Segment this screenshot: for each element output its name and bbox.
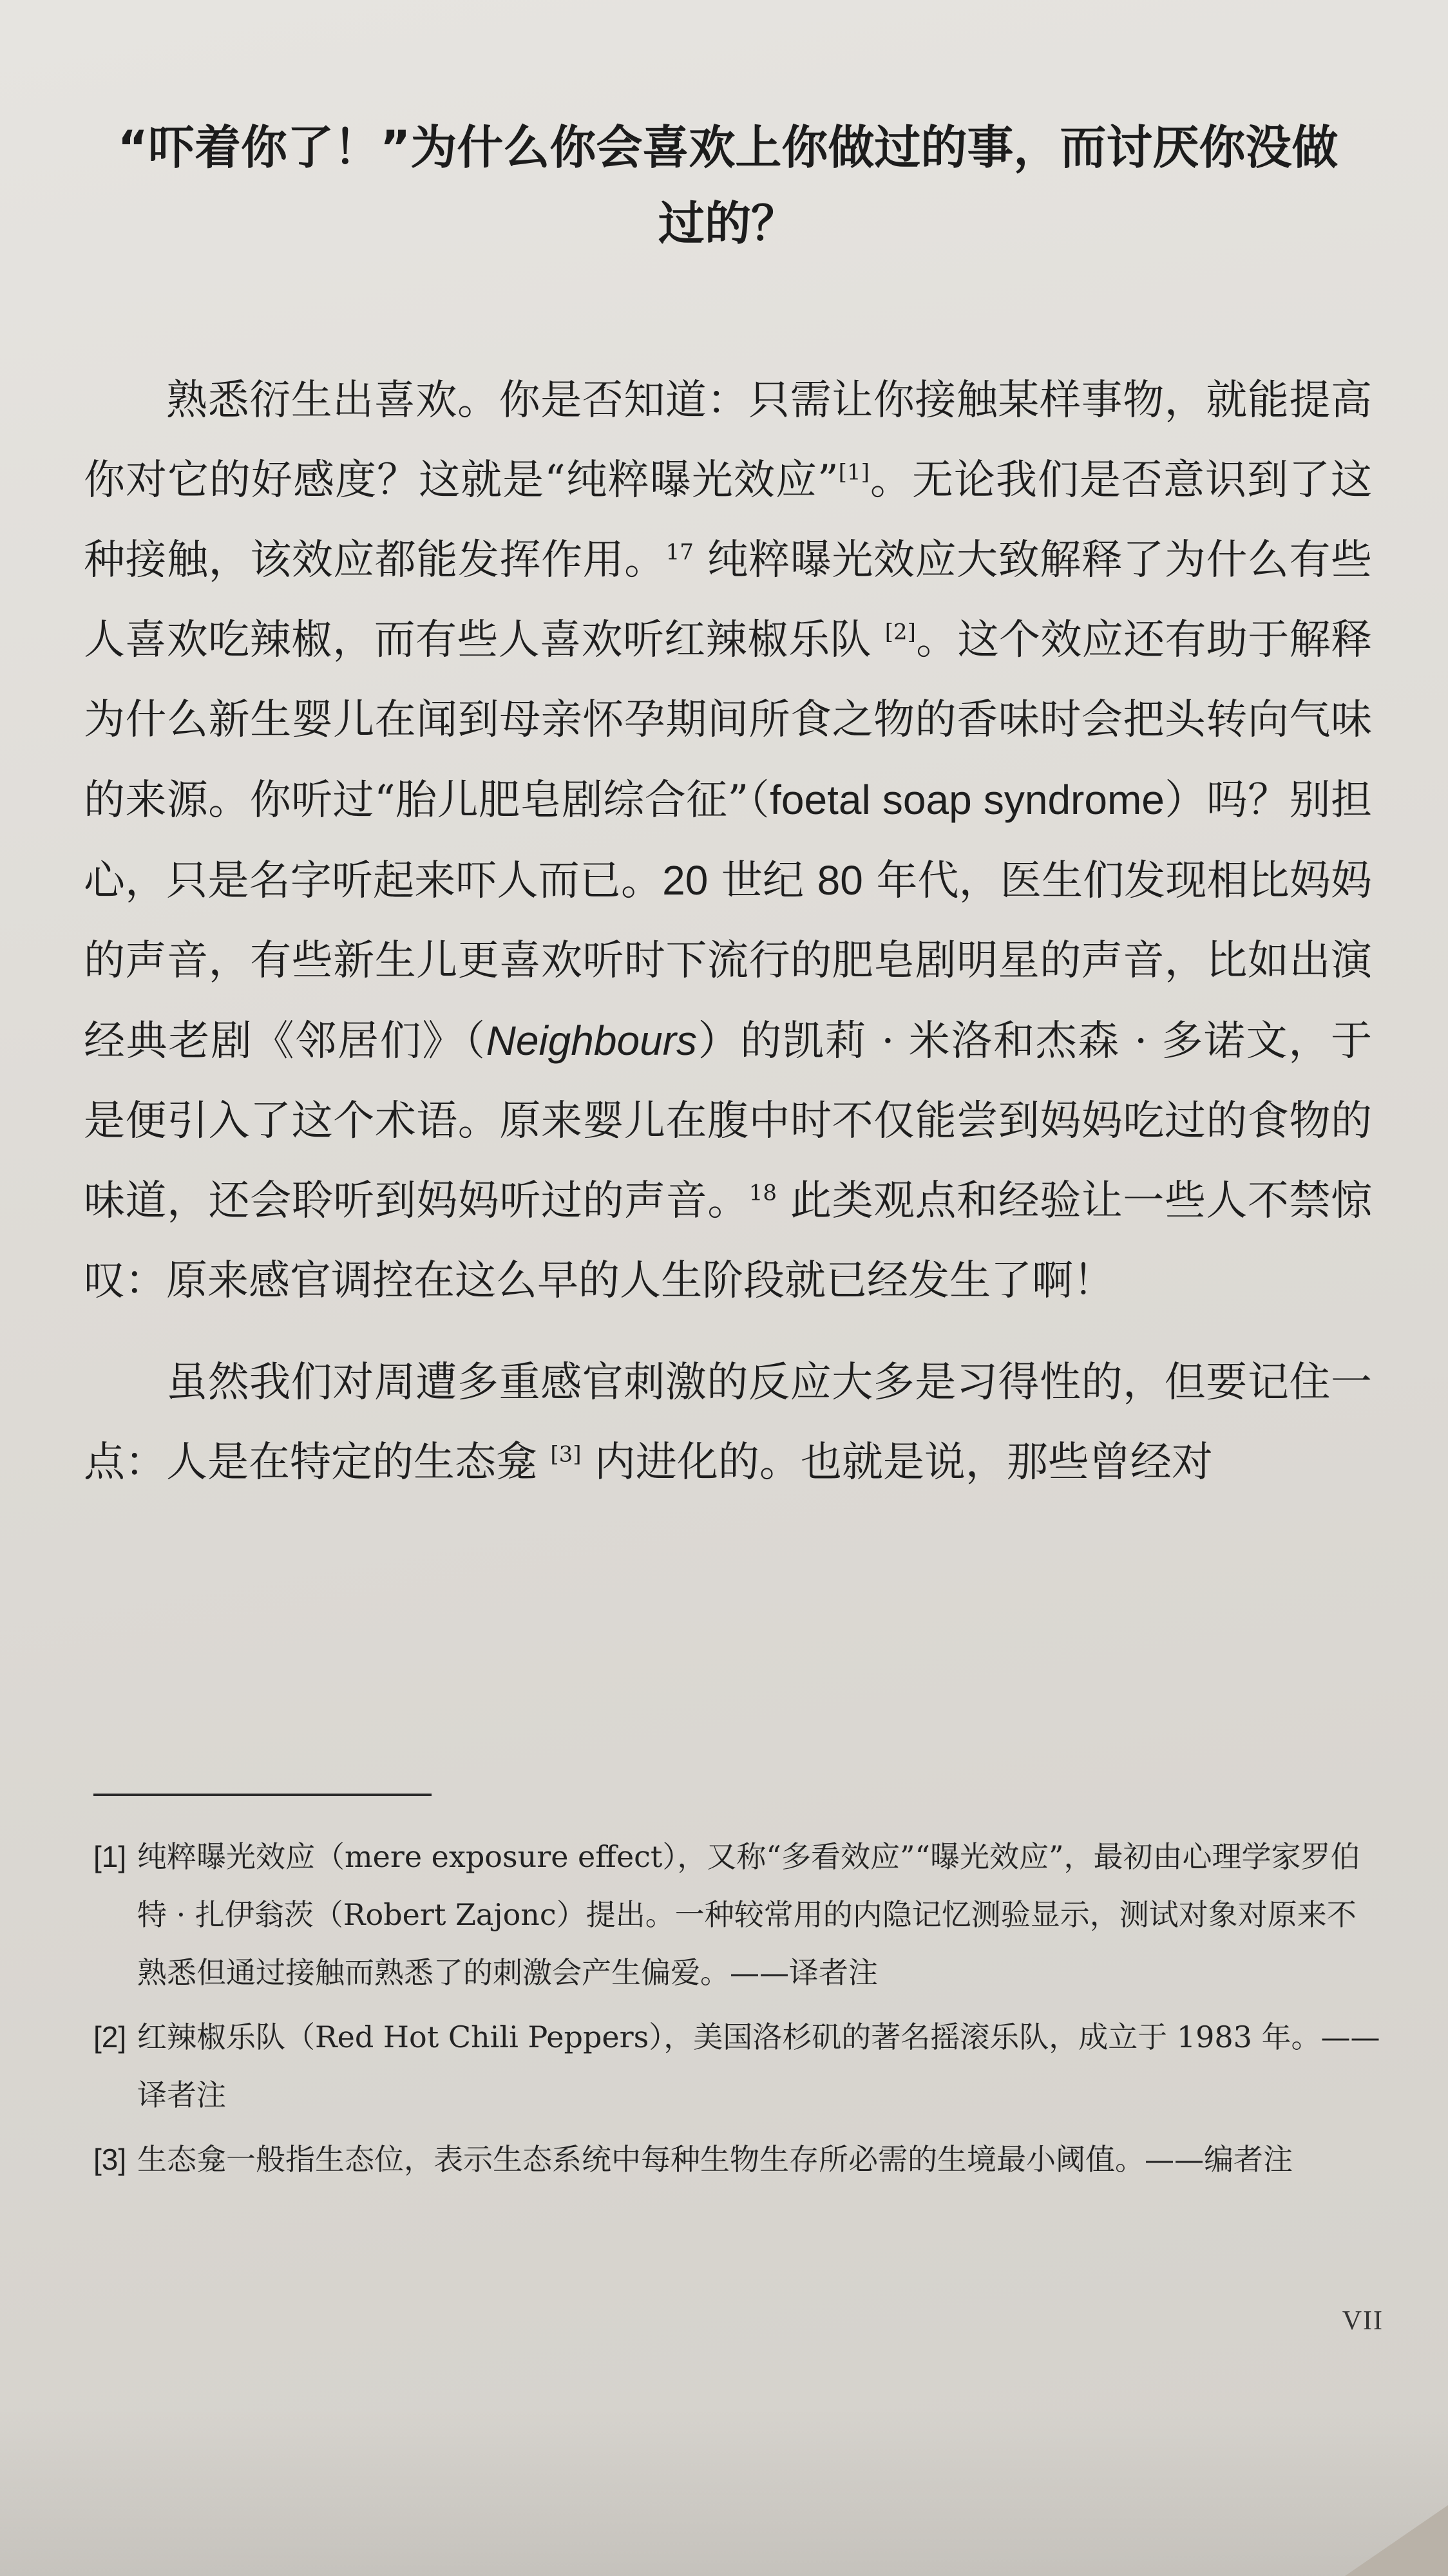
footnote-ref-1[interactable]: [1] bbox=[838, 459, 870, 486]
footnotes bbox=[93, 1828, 1382, 2195]
body-text bbox=[84, 361, 1372, 1502]
endnote-ref-18[interactable]: 18 bbox=[748, 1180, 777, 1206]
paragraph-1-text-1: 熟悉衍生出喜欢。你是否知道：只需让你接触某样事物，就能提高你对它的好感度？这就是“纯粹曝光效应” bbox=[84, 377, 1372, 504]
footnote-2 bbox=[93, 2008, 1382, 2124]
paragraph-1-text-3: 纯粹曝光效应大致解释了为什么有些人喜欢吃辣椒，而有些人喜欢听红辣椒乐队 bbox=[84, 536, 1373, 664]
paragraph-1-text-2: 。无论我们是否意识到了这种接触，该效应都能发挥作用。 bbox=[84, 457, 1372, 584]
footnote-ref-2[interactable]: [2] bbox=[884, 619, 916, 645]
footnote-mark-1: [1] bbox=[93, 1840, 127, 1873]
footnote-text-3: 生态龛一般指生态位，表示生态系统中每种生物生存所必需的生境最小阈值。——编者注 bbox=[137, 2142, 1293, 2177]
paragraph-2-text-1: 虽然我们对周遭多重感官刺激的反应大多是习得性的，但要记住一点：人是在特定的生态龛 bbox=[84, 1359, 1372, 1486]
chapter-title: “吓着你了！”为什么你会喜欢上你做过的事，而讨厌你没做过的？ bbox=[117, 120, 1338, 251]
endnote-ref-17[interactable]: 17 bbox=[665, 539, 694, 565]
footnote-text-1: 纯粹曝光效应（mere exposure effect），又称“多看效应”“曝光效应”，最初由心理学家罗伯特 · 扎伊翁茨（Robert Zajonc）提出。一种较常用的内隐记忆测验显示，测试对象对原来不熟悉但通过接触而熟悉了的刺激会产生偏爱。——译者注 bbox=[137, 1839, 1360, 1990]
paragraph-1 bbox=[84, 361, 1372, 1321]
footnote-text-2: 红辣椒乐队（Red Hot Chili Peppers），美国洛杉矶的著名摇滚乐队，成立于 1983 年。——译者注 bbox=[137, 2020, 1380, 2112]
english-title-neighbours: Neighbours bbox=[486, 1018, 697, 1064]
footnote-1 bbox=[93, 1828, 1382, 2002]
paragraph-1-text-7: 年代，医生们发现相比妈妈的声音，有些新生儿更喜欢听时下流行的肥皂剧明星的声音，比如出演经典老剧《邻居们》（ bbox=[84, 857, 1373, 1065]
footnote-ref-3[interactable]: [3] bbox=[550, 1441, 582, 1468]
paragraph-1-text-8: ）的凯莉 · 米洛和杰森 · 多诺文，于是便引入了这个术语。原来婴儿在腹中时不仅能尝到妈妈吃过的食物的味道，还会聆听到妈妈听过的声音。 bbox=[84, 1018, 1373, 1225]
paragraph-1-text-6: 世纪 bbox=[708, 857, 817, 905]
footnote-mark-2: [2] bbox=[93, 2020, 127, 2054]
english-term-foetal-soap-syndrome: foetal soap syndrome bbox=[770, 777, 1165, 823]
paragraph-2 bbox=[84, 1343, 1372, 1502]
number-20: 20 bbox=[662, 857, 709, 904]
paragraph-1-text-5: ）吗？别担心，只是名字听起来吓人而已。 bbox=[84, 777, 1373, 905]
number-80: 80 bbox=[817, 857, 863, 904]
footnote-3 bbox=[93, 2130, 1382, 2188]
footnote-mark-3: [3] bbox=[93, 2143, 127, 2176]
footnote-divider bbox=[93, 1794, 432, 1796]
paragraph-1-text-9: 此类观点和经验让一些人不禁惊叹：原来感官调控在这么早的人生阶段就已经发生了啊！ bbox=[84, 1177, 1373, 1305]
page-shadow bbox=[0, 2409, 1448, 2576]
paragraph-2-text-2: 内进化的。也就是说，那些曾经对 bbox=[581, 1439, 1213, 1486]
page-corner bbox=[1345, 2505, 1448, 2576]
paragraph-1-text-4: 。这个效应还有助于解释为什么新生婴儿在闻到母亲怀孕期间所食之物的香味时会把头转向气味的来源。你听过“胎儿肥皂剧综合征”（ bbox=[84, 616, 1373, 824]
page-number: VII bbox=[1342, 2306, 1384, 2336]
